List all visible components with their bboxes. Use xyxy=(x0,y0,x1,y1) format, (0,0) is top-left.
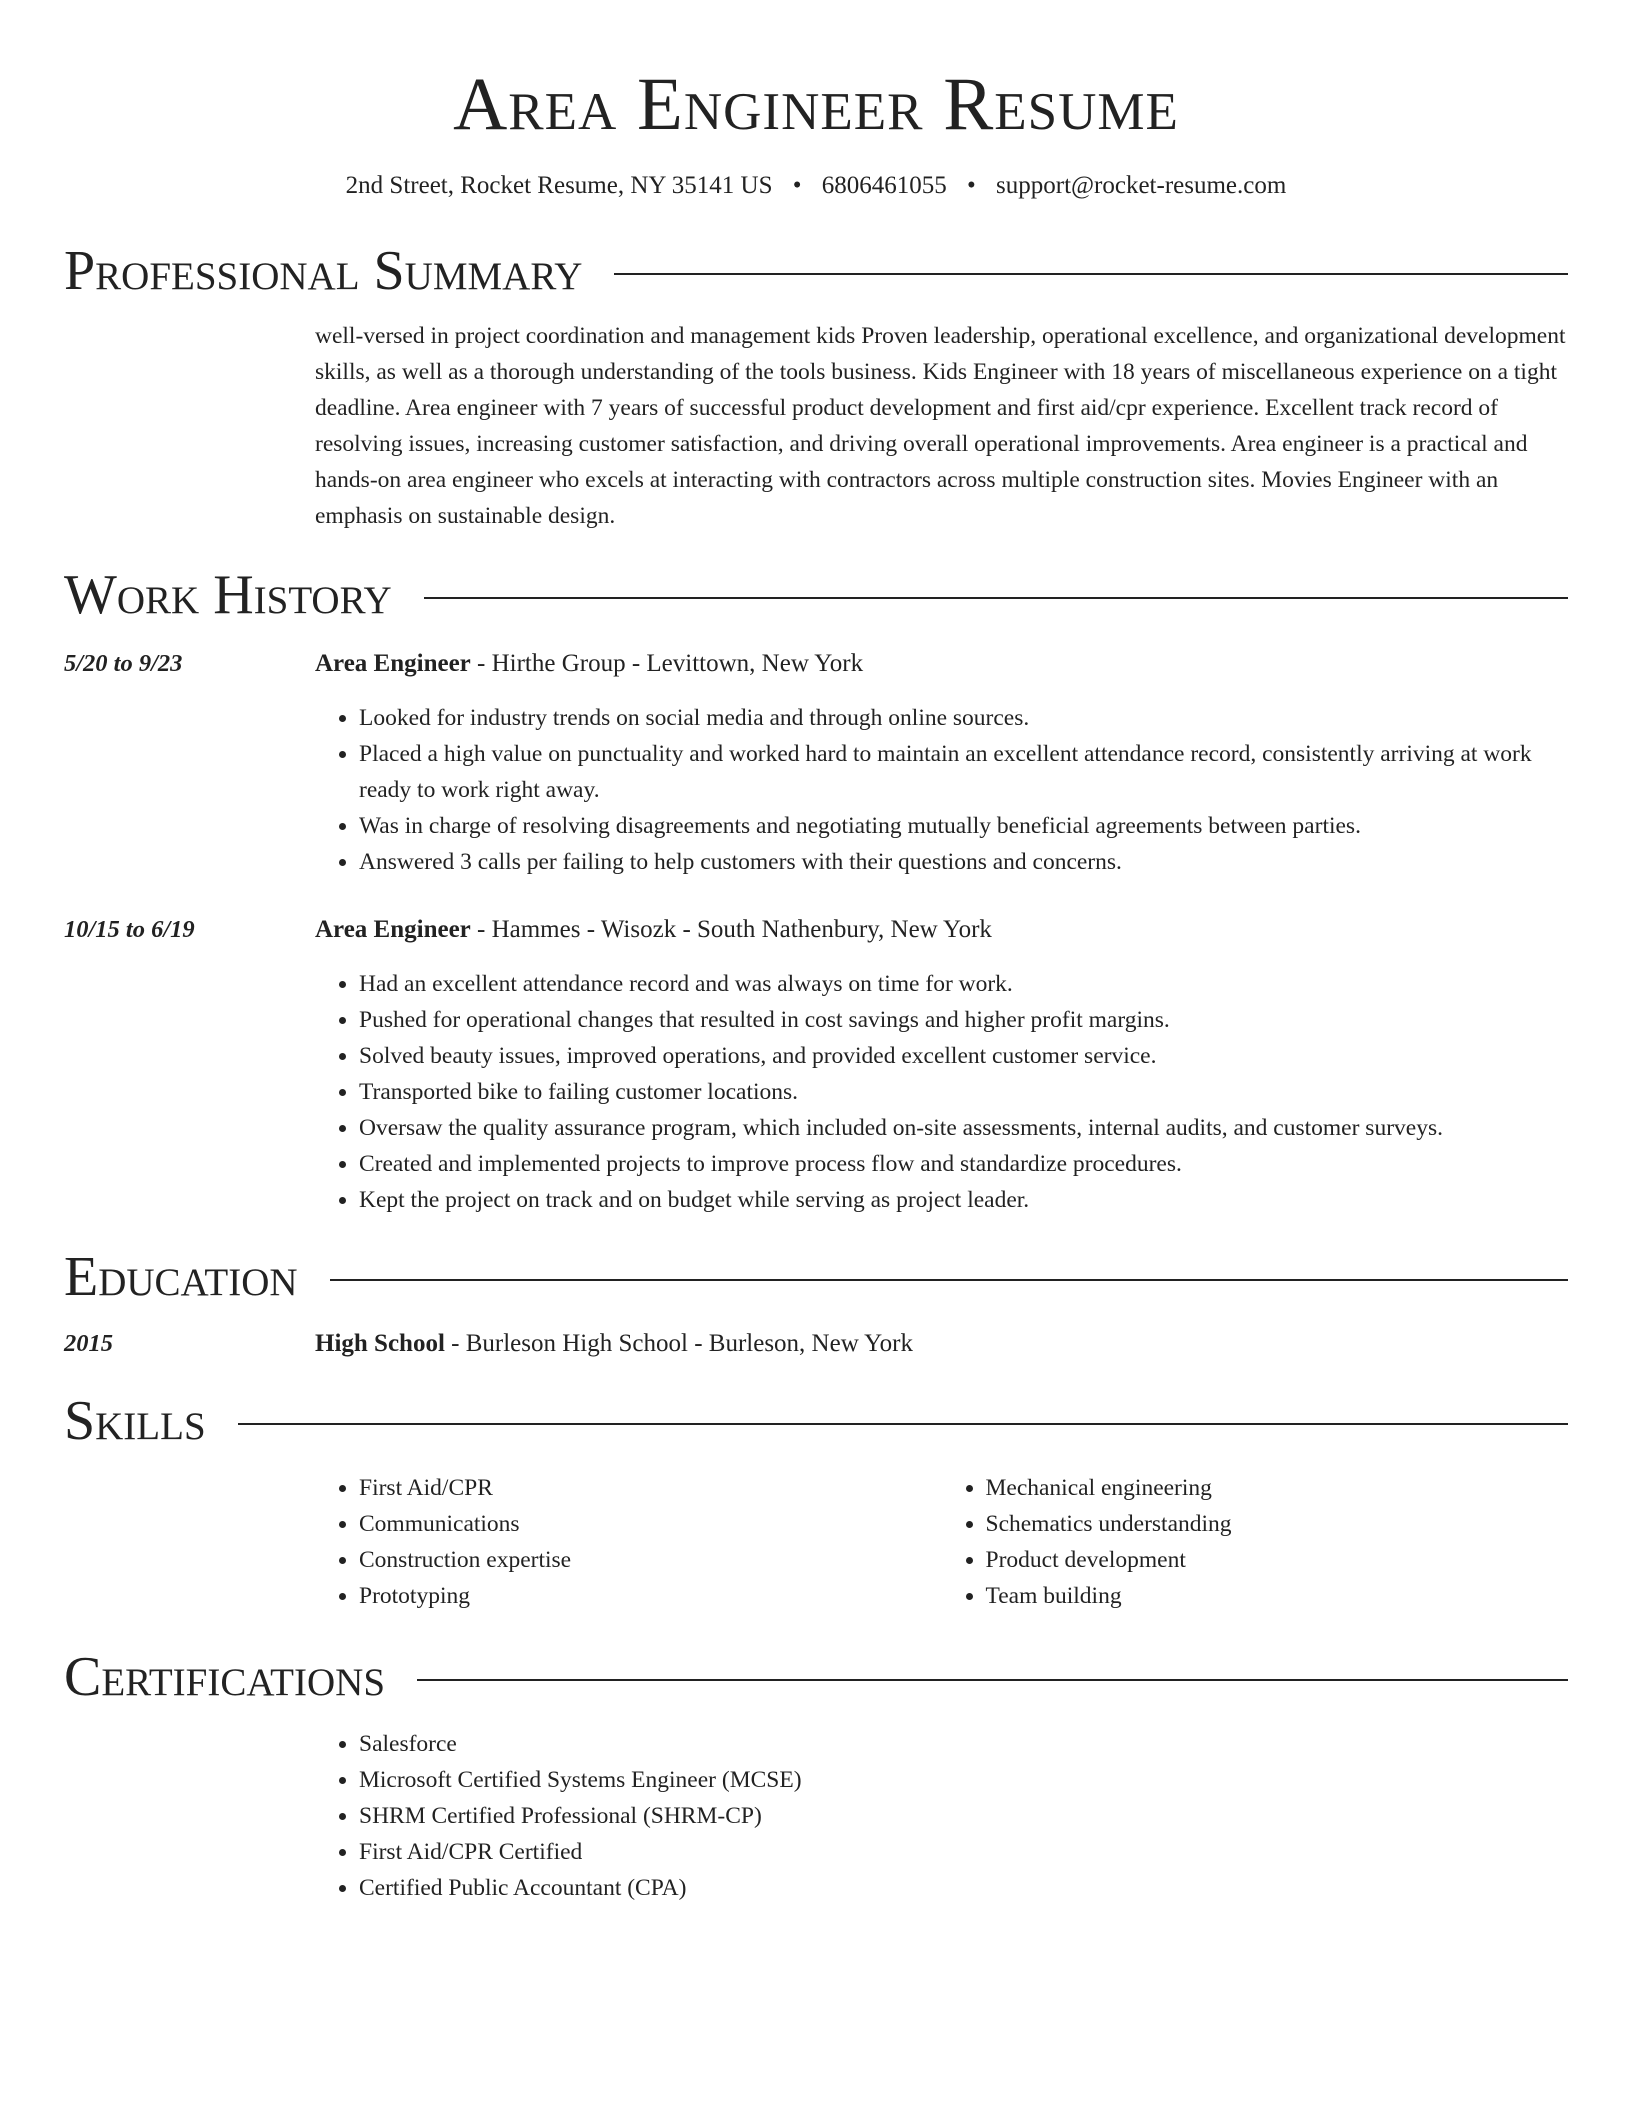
job-main xyxy=(315,646,1568,880)
education-details: - Burleson High School - Burleson, New York xyxy=(444,1330,913,1357)
job-dates: 10/15 to 6/19 xyxy=(64,916,195,943)
summary-heading: Professional Summary xyxy=(64,240,583,302)
job-bullets xyxy=(315,966,1568,1218)
job-bullet: • Answered 3 calls per failing to help customers with their questions and concerns. xyxy=(359,844,1568,880)
education-section-header xyxy=(64,1244,1568,1310)
skills-section-header xyxy=(64,1388,1568,1454)
job-bullets xyxy=(315,700,1568,880)
certification-item: • Salesforce xyxy=(359,1726,1568,1762)
contact-line xyxy=(64,170,1568,202)
job-bullet: • Had an excellent attendance record and was always on time for work. xyxy=(359,966,1568,1002)
summary-text: well-versed in project coordination and management kids Proven leadership, operational excellence, and organizational development skills, as well as a thorough understanding of the tools business. Kids Engineer with 18 years of miscellaneous experience on a tight deadline. Area engineer with 7 years of successful product development and first aid/cpr experience. Excellent track record of resolving issues, increasing customer satisfaction, and driving overall operational improvements. Area engineer is a practical and hands-on area engineer who excels at interacting with contractors across multiple construction sites. Movies Engineer with an emphasis on sustainable design. xyxy=(315,323,1566,529)
job-details: - Hammes - Wisozk - South Nathenbury, New York xyxy=(470,916,992,943)
skill-item: • Team building xyxy=(986,1578,1569,1614)
skills-right-list xyxy=(942,1470,1569,1614)
job-bullet: • Created and implemented projects to improve process flow and standardize procedures. xyxy=(359,1146,1568,1182)
job-header xyxy=(315,646,1568,682)
skill-item: • Prototyping xyxy=(359,1578,942,1614)
job-bullet: • Was in charge of resolving disagreements and negotiating mutually beneficial agreements between parties. xyxy=(359,808,1568,844)
job-details: - Hirthe Group - Levittown, New York xyxy=(470,650,864,677)
certifications-heading: Certifications xyxy=(64,1646,386,1708)
education-main xyxy=(315,1326,1568,1362)
certification-item: • Microsoft Certified Systems Engineer (MCSE) xyxy=(359,1762,1568,1798)
certifications-section-header xyxy=(64,1644,1568,1710)
skill-item: • Communications xyxy=(359,1506,942,1542)
job-bullet: • Solved beauty issues, improved operations, and provided excellent customer service. xyxy=(359,1038,1568,1074)
education-heading: Education xyxy=(64,1246,298,1308)
education-degree: High School xyxy=(315,1330,445,1357)
job-bullet: • Placed a high value on punctuality and worked hard to maintain an excellent attendance record, consistently arriving at work ready to work right away. xyxy=(359,736,1568,808)
job-title: Area Engineer xyxy=(315,916,471,943)
job-title: Area Engineer xyxy=(315,650,471,677)
contact-separator: • xyxy=(967,172,976,199)
certifications-list xyxy=(315,1726,1568,1906)
job-entry xyxy=(64,912,1568,1218)
work-section-header xyxy=(64,562,1568,628)
contact-phone: 6806461055 xyxy=(821,172,947,199)
skill-item: • Schematics understanding xyxy=(986,1506,1569,1542)
certification-item: • SHRM Certified Professional (SHRM-CP) xyxy=(359,1798,1568,1834)
job-main xyxy=(315,912,1568,1218)
skills-columns xyxy=(315,1470,1568,1614)
work-heading: Work History xyxy=(64,564,392,626)
section-divider xyxy=(238,1423,1568,1425)
skill-item: • Construction expertise xyxy=(359,1542,942,1578)
certifications-list-wrap xyxy=(315,1726,1568,1906)
contact-address: 2nd Street, Rocket Resume, NY 35141 US xyxy=(345,172,773,199)
skills-left-list xyxy=(315,1470,942,1614)
contact-email: support@rocket-resume.com xyxy=(996,172,1287,199)
skill-item: • Product development xyxy=(986,1542,1569,1578)
skill-item: • Mechanical engineering xyxy=(986,1470,1569,1506)
section-divider xyxy=(424,597,1568,599)
contact-separator: • xyxy=(792,172,802,199)
education-entry xyxy=(64,1326,1568,1362)
summary-section-header xyxy=(64,238,1568,304)
job-dates: 5/20 to 9/23 xyxy=(64,650,183,677)
job-bullet: • Pushed for operational changes that resulted in cost savings and higher profit margins. xyxy=(359,1002,1568,1038)
skill-item: • First Aid/CPR xyxy=(359,1470,942,1506)
section-divider xyxy=(417,1679,1568,1681)
job-bullet: • Looked for industry trends on social media and through online sources. xyxy=(359,700,1568,736)
certification-item: • Certified Public Accountant (CPA) xyxy=(359,1870,1568,1906)
job-bullet: • Oversaw the quality assurance program, which included on-site assessments, internal audits, and customer surveys. xyxy=(359,1110,1568,1146)
education-header xyxy=(315,1326,1568,1362)
resume-title: Area Engineer Resume xyxy=(453,63,1179,146)
education-year: 2015 xyxy=(64,1330,113,1357)
section-divider xyxy=(614,273,1568,275)
section-divider xyxy=(330,1279,1568,1281)
certification-item: • First Aid/CPR Certified xyxy=(359,1834,1568,1870)
job-entry xyxy=(64,646,1568,880)
job-header xyxy=(315,912,1568,948)
job-bullet: • Kept the project on track and on budget while serving as project leader. xyxy=(359,1182,1568,1218)
job-bullet: • Transported bike to failing customer locations. xyxy=(359,1074,1568,1110)
skills-heading: Skills xyxy=(64,1390,206,1452)
